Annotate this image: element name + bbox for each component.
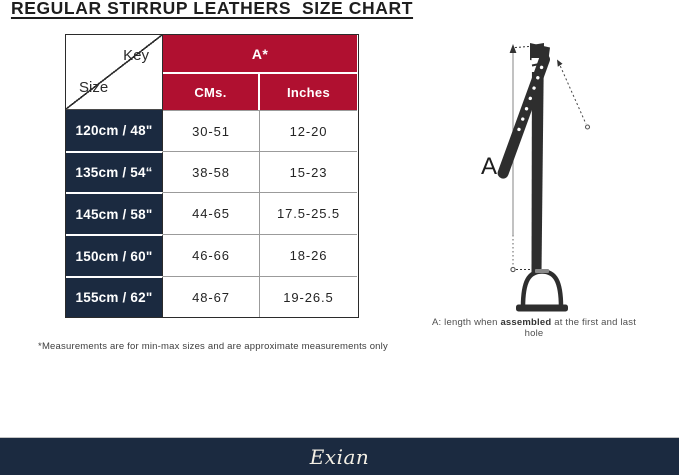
column-header-inches: Inches <box>260 74 357 110</box>
diagram-caption <box>428 317 640 339</box>
row-cms-value: 38-58 <box>163 151 260 192</box>
dimension-line-holes <box>557 60 590 130</box>
dimension-a-label: A <box>481 153 498 180</box>
table-corner-cell <box>66 35 163 110</box>
row-cms-value: 30-51 <box>163 110 260 151</box>
row-size-label: 135cm / 54“ <box>66 151 163 192</box>
caption-bold-word: assembled <box>500 317 552 328</box>
column-group-header-a: A* <box>163 35 357 74</box>
corner-size-label: Size <box>79 79 109 96</box>
brand-logo: Exian <box>309 444 370 469</box>
row-inches-value: 17.5-25.5 <box>260 192 357 234</box>
row-size-label: 145cm / 58" <box>66 192 163 234</box>
row-inches-value: 19-26.5 <box>260 276 357 317</box>
row-cms-value: 44-65 <box>163 192 260 234</box>
angled-strap <box>496 52 551 180</box>
stirrup-leather-illustration <box>480 30 640 320</box>
size-table <box>65 34 359 318</box>
corner-key-label: Key <box>123 47 149 64</box>
row-size-label: 120cm / 48" <box>66 110 163 151</box>
row-size-label: 150cm / 60" <box>66 234 163 276</box>
footer-bar <box>0 438 679 475</box>
measurements-footnote: *Measurements are for min-max sizes and are approximate measurements only <box>38 341 388 352</box>
row-inches-value: 18-26 <box>260 234 357 276</box>
row-cms-value: 48-67 <box>163 276 260 317</box>
caption-suffix: at the first and last hole <box>524 317 637 339</box>
row-cms-value: 46-66 <box>163 234 260 276</box>
stirrup-iron <box>516 269 568 312</box>
row-inches-value: 15-23 <box>260 151 357 192</box>
row-inches-value: 12-20 <box>260 110 357 151</box>
page-title: REGULAR STIRRUP LEATHERS SIZE CHART <box>10 0 414 18</box>
caption-prefix: A: length when <box>431 317 501 328</box>
row-size-label: 155cm / 62" <box>66 276 163 317</box>
column-header-cms: CMs. <box>163 74 260 110</box>
